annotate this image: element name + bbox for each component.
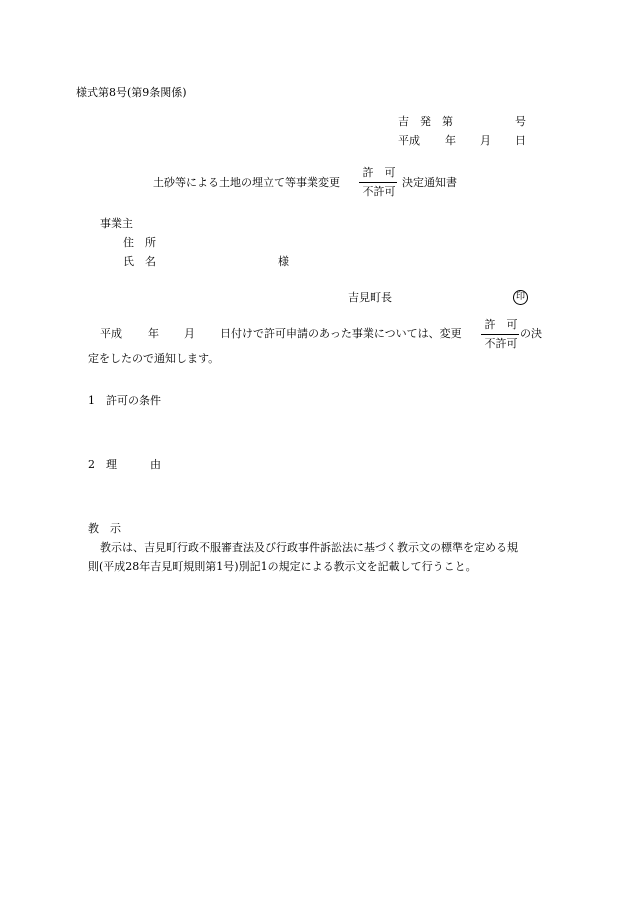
sender-title: 吉見町長: [348, 291, 392, 304]
body-date-phrase: 日付けで許可申請のあった事業については、変更: [220, 327, 462, 340]
section1-label: 許可の条件: [106, 394, 161, 407]
recipient-heading: 事業主: [100, 217, 133, 230]
body-option-permit: 許 可: [484, 318, 518, 331]
form-number: 様式第8号(第9条関係): [76, 86, 187, 99]
title-option-deny: 不許可: [362, 185, 396, 198]
body-tail: の決: [520, 327, 542, 340]
instruction-heading: 教 示: [88, 522, 121, 535]
honorific: 様: [278, 255, 289, 268]
body-year: 年: [148, 327, 159, 340]
body-month: 月: [184, 327, 195, 340]
section2-number: 2: [88, 458, 95, 471]
body-line2: 定をしたので通知します。: [88, 352, 220, 365]
document-number-suffix: 号: [515, 115, 526, 128]
body-option-divider: [481, 334, 519, 335]
title-option-divider: [359, 182, 397, 183]
section2-label: 理 由: [106, 458, 161, 471]
seal-mark: 印: [513, 290, 528, 305]
instruction-line2: 則(平成28年吉見町規則第1号)別記1の規定による教示文を記載して行うこと。: [88, 560, 477, 573]
body-decision-choice: [481, 318, 521, 350]
section1-number: 1: [88, 394, 95, 407]
body-era: 平成: [100, 327, 122, 340]
date-era: 平成: [398, 134, 420, 147]
document-number-prefix: 吉 発 第: [398, 115, 453, 128]
date-day: 日: [515, 134, 526, 147]
title-main: 土砂等による土地の埋立て等事業変更: [153, 176, 340, 189]
instruction-line1: 教示は、吉見町行政不服審査法及び行政事件訴訟法に基づく教示文の標準を定める規: [100, 541, 518, 554]
name-label: 氏 名: [123, 255, 156, 268]
title-option-permit: 許 可: [362, 166, 396, 179]
date-month: 月: [480, 134, 491, 147]
title-decision-choice: [359, 166, 399, 198]
date-year: 年: [445, 134, 456, 147]
body-option-deny: 不許可: [484, 337, 518, 350]
title-suffix: 決定通知書: [402, 176, 457, 189]
address-label: 住 所: [123, 236, 156, 249]
